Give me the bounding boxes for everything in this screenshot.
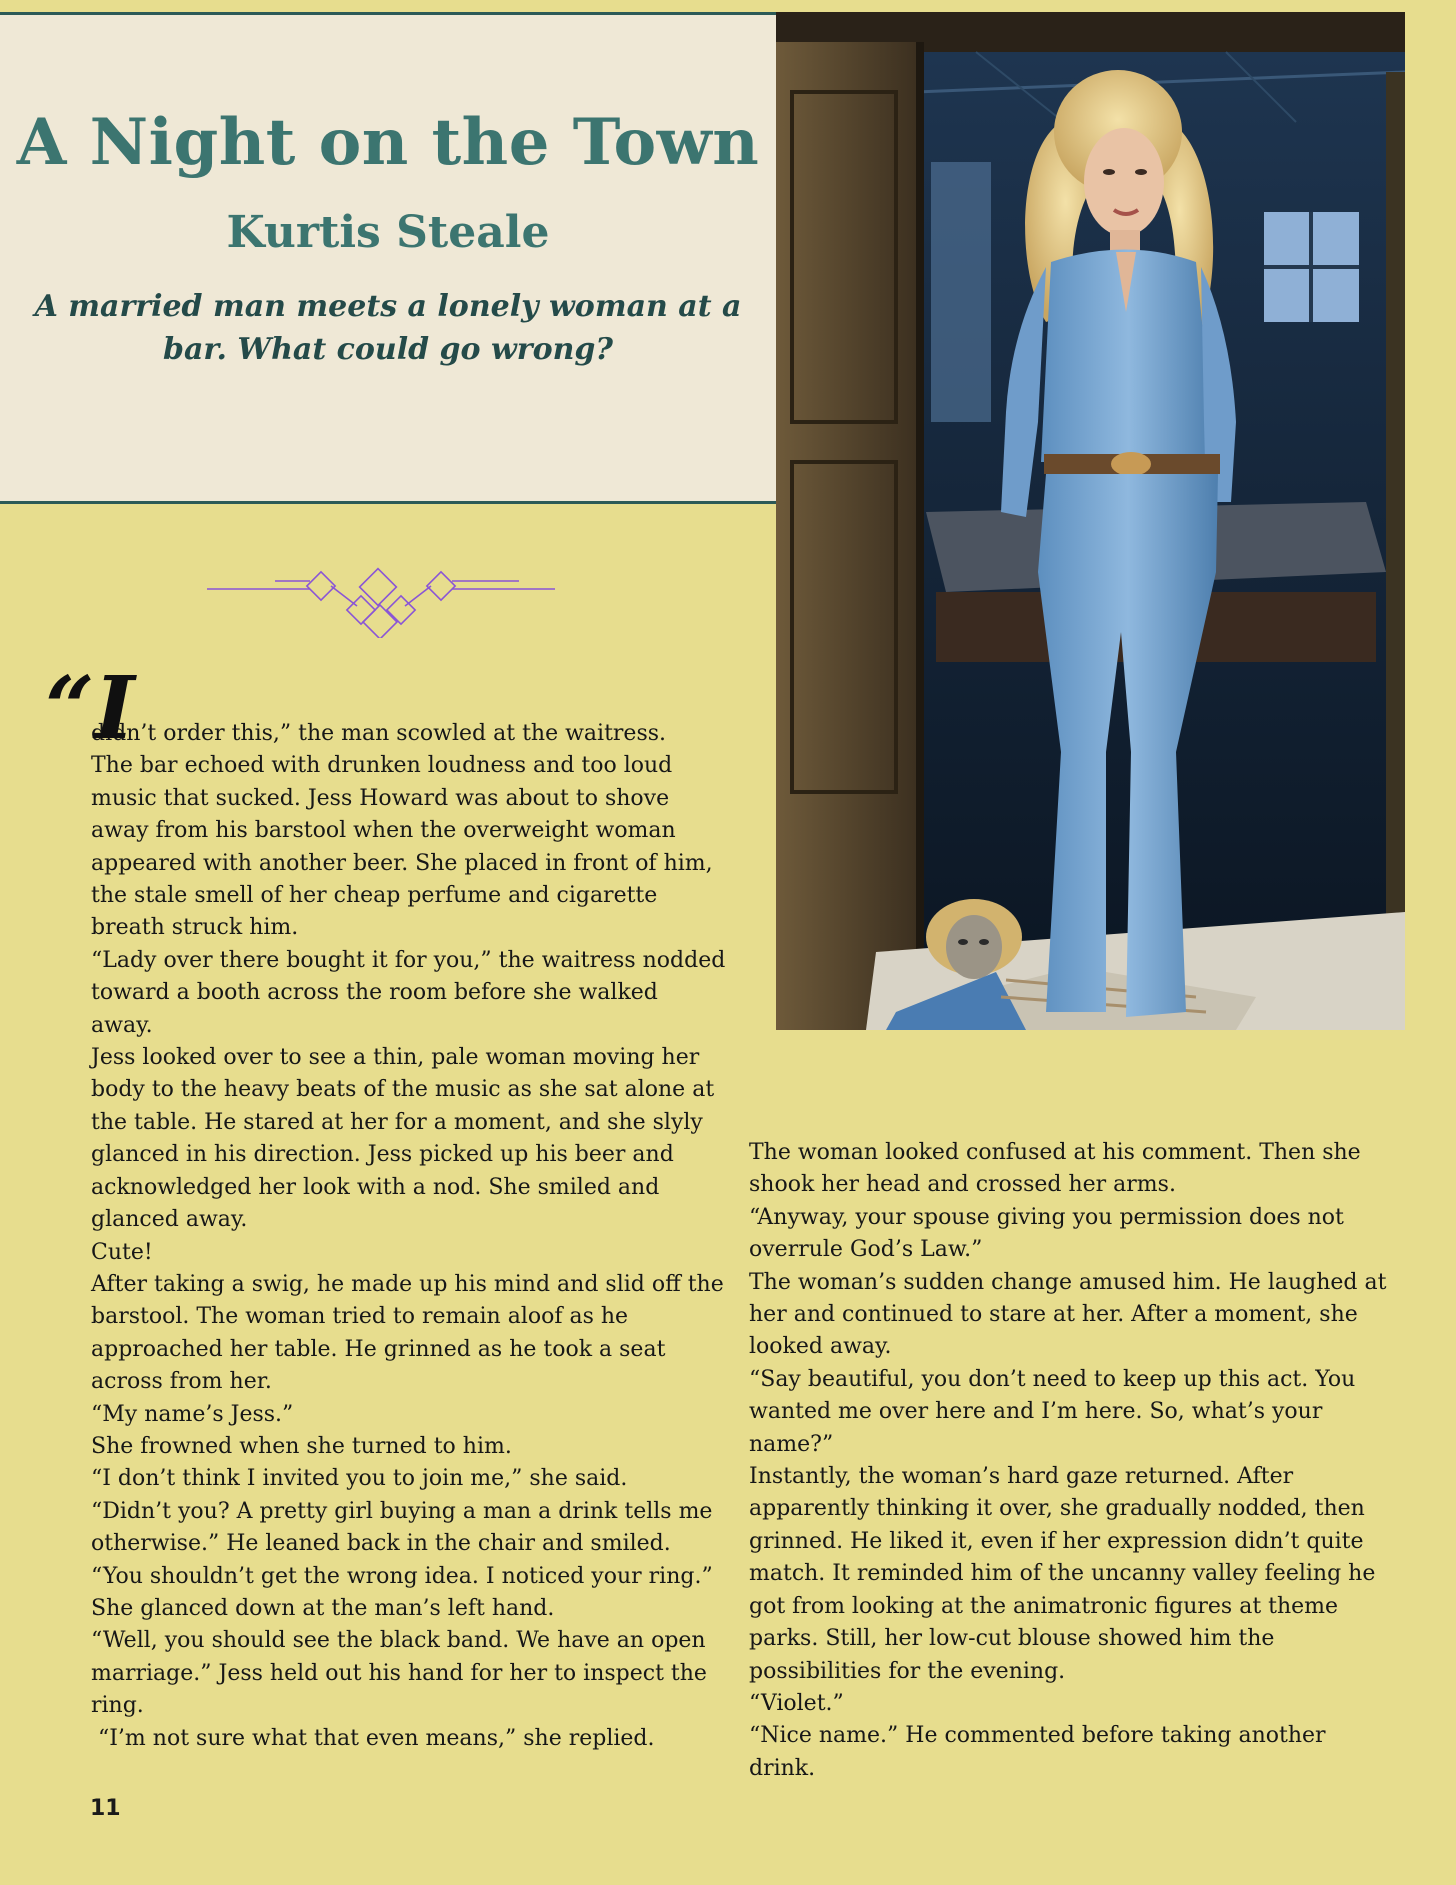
story-line: glanced in his direction. Jess picked up his beer and	[91, 1142, 674, 1168]
story-line: grinned. He liked it, even if her expression didn’t quite	[749, 1528, 1364, 1554]
story-line: her and continued to stare at her. After a moment, she	[749, 1302, 1358, 1328]
story-line: name?”	[749, 1431, 834, 1457]
story-line: “Say beautiful, you don’t need to keep up this act. You	[749, 1366, 1356, 1392]
story-line: ring.	[91, 1693, 144, 1719]
story-line: parks. Still, her low-cut blouse showed him the	[749, 1626, 1275, 1652]
story-line: “My name’s Jess.”	[91, 1401, 294, 1427]
tagline-line-1: A married man meets a lonely woman at a	[34, 289, 742, 324]
story-line: the stale smell of her cheap perfume and cigarette	[91, 883, 658, 909]
story-line: away.	[91, 1012, 153, 1038]
story-line: barstool. The woman tried to remain aloof as he	[91, 1304, 629, 1330]
story-line: away from his barstool when the overweight woman	[91, 818, 676, 844]
page-number: 11	[90, 1796, 121, 1821]
story-line: “Lady over there bought it for you,” the waitress nodded	[91, 947, 726, 973]
story-line: She glanced down at the man’s left hand.	[91, 1595, 555, 1621]
story-line: music that sucked. Jess Howard was about to shove	[91, 785, 670, 811]
opening-paragraph	[45, 658, 731, 759]
story-line: overrule God’s Law.”	[749, 1237, 983, 1263]
story-column-right	[749, 1137, 1389, 1785]
story-line: otherwise.” He leaned back in the chair and smiled.	[91, 1531, 671, 1557]
story-line: appeared with another beer. She placed in front of him,	[91, 850, 713, 876]
art-deco-divider-icon	[205, 566, 557, 638]
story-line: The woman looked confused at his comment. Then she	[749, 1140, 1361, 1165]
story-line: shook her head and crossed her arms.	[749, 1172, 1176, 1198]
story-line: “Didn’t you? A pretty girl buying a man a drink tells me	[91, 1498, 713, 1524]
story-column-left	[45, 658, 731, 1755]
story-line: looked away.	[749, 1334, 892, 1360]
story-line: got from looking at the animatronic figures at theme	[749, 1593, 1339, 1619]
story-line: marriage.” Jess held out his hand for her to inspect the	[91, 1660, 707, 1686]
story-line: “Violet.”	[749, 1690, 844, 1716]
story-line: apparently thinking it over, she gradually nodded, then	[749, 1496, 1365, 1522]
story-line: across from her.	[91, 1369, 272, 1395]
story-line: toward a booth across the room before she walked	[91, 980, 658, 1006]
story-title: A Night on the Town	[16, 105, 760, 180]
story-line: body to the heavy beats of the music as she sat alone at	[91, 1077, 715, 1103]
story-line: match. It reminded him of the uncanny valley feeling he	[749, 1561, 1376, 1587]
story-line: acknowledged her look with a nod. She smiled and	[91, 1174, 660, 1200]
story-line: possibilities for the evening.	[749, 1658, 1066, 1684]
title-panel	[0, 12, 776, 504]
story-line: The woman’s sudden change amused him. He laughed at	[749, 1269, 1387, 1295]
story-line: Jess looked over to see a thin, pale woman moving her	[91, 1045, 700, 1071]
story-line: “Nice name.” He commented before taking another	[749, 1723, 1326, 1749]
tagline-line-2: bar. What could go wrong?	[163, 332, 613, 367]
story-line: glanced away.	[91, 1207, 248, 1233]
story-line: drink.	[749, 1755, 816, 1781]
story-line: the table. He stared at her for a moment, and she slyly	[91, 1109, 703, 1135]
drop-cap: “I	[45, 658, 135, 759]
story-line: approached her table. He grinned as he took a seat	[91, 1336, 666, 1362]
story-line: wanted me over here and I’m here. So, what’s your	[749, 1399, 1323, 1425]
story-line: Instantly, the woman’s hard gaze returned. After	[749, 1464, 1294, 1490]
story-line: Cute!	[91, 1239, 153, 1265]
story-line: “I don’t think I invited you to join me,” she said.	[91, 1466, 628, 1492]
story-line: breath struck him.	[91, 915, 299, 941]
story-line: “Anyway, your spouse giving you permission does not	[749, 1204, 1344, 1230]
author-name: Kurtis Steale	[226, 207, 550, 258]
story-line: After taking a swig, he made up his mind and slid off the	[91, 1271, 724, 1297]
story-illustration	[776, 12, 1405, 1030]
story-line: She frowned when she turned to him.	[91, 1433, 512, 1459]
story-line: The bar echoed with drunken loudness and too loud	[91, 753, 673, 779]
story-line: “I’m not sure what that even means,” she replied.	[91, 1725, 655, 1751]
story-line: “Well, you should see the black band. We have an open	[91, 1628, 706, 1654]
story-first-line: didn’t order this,” the man scowled at the waitress.	[91, 721, 667, 746]
story-line: “You shouldn’t get the wrong idea. I noticed your ring.”	[91, 1563, 713, 1589]
story-tagline	[30, 285, 746, 371]
